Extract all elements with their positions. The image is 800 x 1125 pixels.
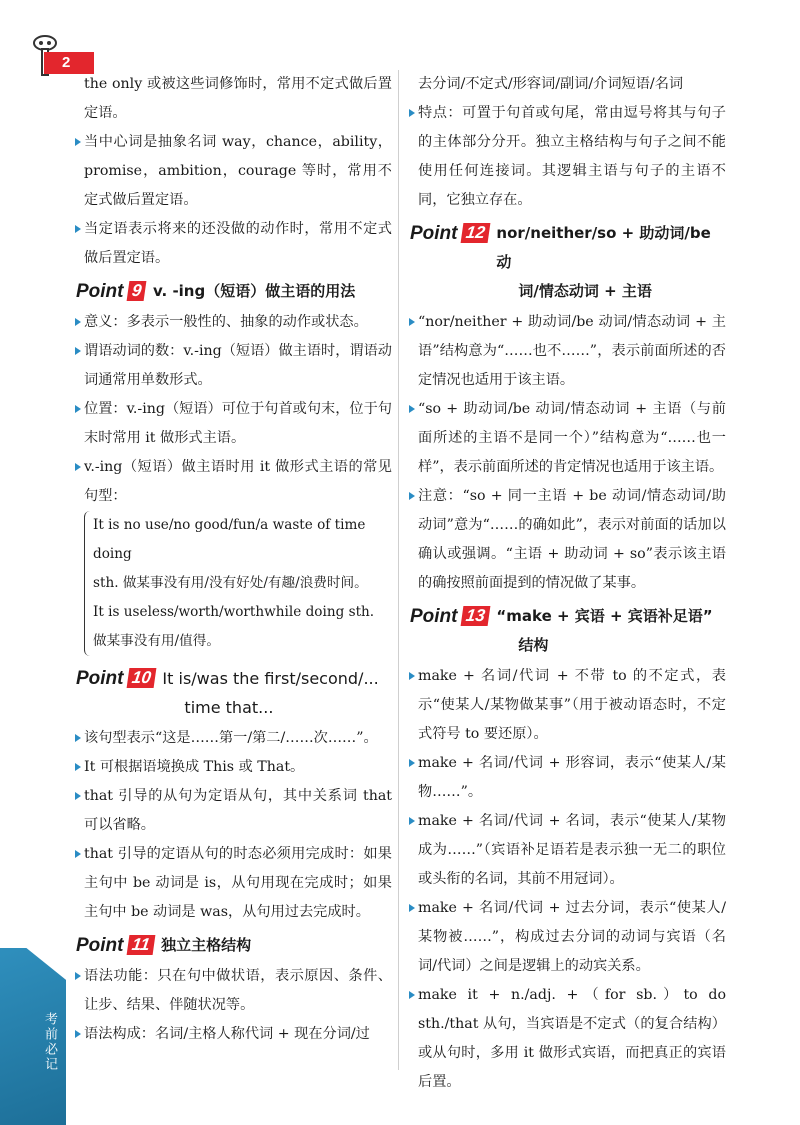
point-title-line2: 词/情态动词 + 主语	[518, 282, 652, 300]
bullet-item: make + 名词/代词 + 过去分词，表示“使某人/某物被……”，构成过去分词的动词与宾语（名词/代词）之间是逻辑上的动宾关系。	[410, 894, 726, 981]
point-title-line2: 结构	[518, 636, 549, 654]
pattern-line: It is no use/no good/fun/a waste of time doing	[93, 517, 366, 562]
bullet-item: 该句型表示“这是……第一/第二/……次……”。	[76, 724, 392, 753]
point-label: Point	[76, 281, 124, 302]
point-label: Point	[76, 935, 124, 956]
left-column	[76, 70, 392, 1049]
point-title	[496, 219, 726, 306]
point-number: 13	[460, 606, 490, 626]
bullet-item: that 引导的从句为定语从句，其中关系词 that 可以省略。	[76, 782, 392, 840]
point-number: 10	[126, 668, 156, 688]
column-divider	[398, 70, 399, 1070]
bullet-item: “so + 助动词/be 动词/情态动词 + 主语（与前面所述的主语不是同一个）”结构意为“……也一样”，表示前面所述的肯定情况也适用于该主语。	[410, 395, 726, 482]
sentence-patterns	[84, 511, 392, 656]
bullet-item: 当定语表示将来的还没做的动作时，常用不定式做后置定语。	[76, 215, 392, 273]
bullet-item: v.-ing（短语）做主语时用 it 做形式主语的常见句型：	[76, 453, 392, 511]
page-number: 2	[44, 52, 94, 74]
point-label: Point	[410, 223, 458, 244]
bullet-item: 注意：“so + 同一主语 + be 动词/情态动词/助动词”意为“……的确如此”，表示对前面的话加以确认或强调。“主语 + 助动词 + so”表示该主语的确按照前面提到的情况做了某事。	[410, 482, 726, 598]
point-title-line1: “make + 宾语 + 宾语补足语”	[496, 607, 713, 625]
bullet-item: make + 名词/代词 + 名词，表示“使某人/某物成为……”（宾语补足语若是表示独一无二的职位或头衔的名词，其前不用冠词）。	[410, 807, 726, 894]
bullet-item: 语法构成：名词/主格人称代词 + 现在分词/过	[76, 1020, 392, 1049]
left-margin	[0, 0, 66, 940]
bullet-item: make + 名词/代词 + 不带 to 的不定式，表示“使某人/某物做某事”（用于被动语态时，不定式符号 to 要还原）。	[410, 662, 726, 749]
point-13-heading	[410, 602, 726, 660]
right-column	[410, 70, 726, 1097]
bullet-item: 意义：多表示一般性的、抽象的动作或状态。	[76, 308, 392, 337]
point-title: v. -ing（短语）做主语的用法	[152, 282, 356, 300]
point-number: 12	[460, 223, 490, 243]
point-number: 9	[126, 281, 146, 301]
point-title: 独立主格结构	[161, 936, 252, 954]
point-title-line2: time that...	[184, 698, 274, 717]
bullet-item: “nor/neither + 助动词/be 动词/情态动词 + 主语”结构意为“……也不……”，表示前面所述的否定情况也适用于该主语。	[410, 308, 726, 395]
bullet-item: 语法功能：只在句中做状语，表示原因、条件、让步、结果、伴随状况等。	[76, 962, 392, 1020]
bullet-item: 特点：可置于句首或句尾，常由逗号将其与句子的主体部分分开。独立主格结构与句子之间不能使用任何连接词。其逻辑主语与句子的主语不同，它独立存在。	[410, 99, 726, 215]
point-title	[162, 664, 392, 722]
point-title-line1: It is/was the first/second/...	[162, 669, 379, 688]
paragraph: the only 或被这些词修饰时，常用不定式做后置定语。	[84, 76, 392, 121]
bullet-item: that 引导的定语从句的时态必须用完成时：如果主句中 be 动词是 is，从句用现在完成时；如果主句中 be 动词是 was，从句用过去完成时。	[76, 840, 392, 927]
bullet-item: make + 名词/代词 + 形容词，表示“使某人/某物……”。	[410, 749, 726, 807]
point-label: Point	[76, 668, 124, 689]
point-11-heading	[76, 931, 392, 960]
point-number: 11	[126, 935, 154, 955]
bullet-item: make it + n./adj. +（for sb.）to do sth./that 从句，当宾语是不定式（的复合结构）或从句时，多用 it 做形式宾语，而把真正的宾语后置。	[410, 981, 726, 1097]
point-10-heading	[76, 664, 392, 722]
point-9-heading	[76, 277, 392, 306]
bullet-item: 位置：v.-ing（短语）可位于句首或句末，位于句末时常用 it 做形式主语。	[76, 395, 392, 453]
point-12-heading	[410, 219, 726, 306]
point-title-line1: nor/neither/so + 助动词/be 动	[496, 224, 711, 271]
bullet-item: 当中心词是抽象名词 way，chance，ability，promise，ambition，courage 等时，常用不定式做后置定语。	[76, 128, 392, 215]
pattern-line: 做某事没有用/值得。	[93, 633, 220, 649]
bullet-item: It 可根据语境换成 This 或 That。	[76, 753, 392, 782]
bullet-item: 谓语动词的数：v.-ing（短语）做主语时，谓语动词通常用单数形式。	[76, 337, 392, 395]
side-tab-label: 考前必记	[42, 1012, 57, 1072]
paragraph: 去分词/不定式/形容词/副词/介词短语/名词	[418, 76, 684, 92]
point-label: Point	[410, 606, 458, 627]
pattern-line: sth. 做某事没有用/没有好处/有趣/浪费时间。	[93, 575, 368, 591]
pattern-line: It is useless/worth/worthwhile doing sth.	[93, 604, 375, 620]
point-title	[496, 602, 726, 660]
